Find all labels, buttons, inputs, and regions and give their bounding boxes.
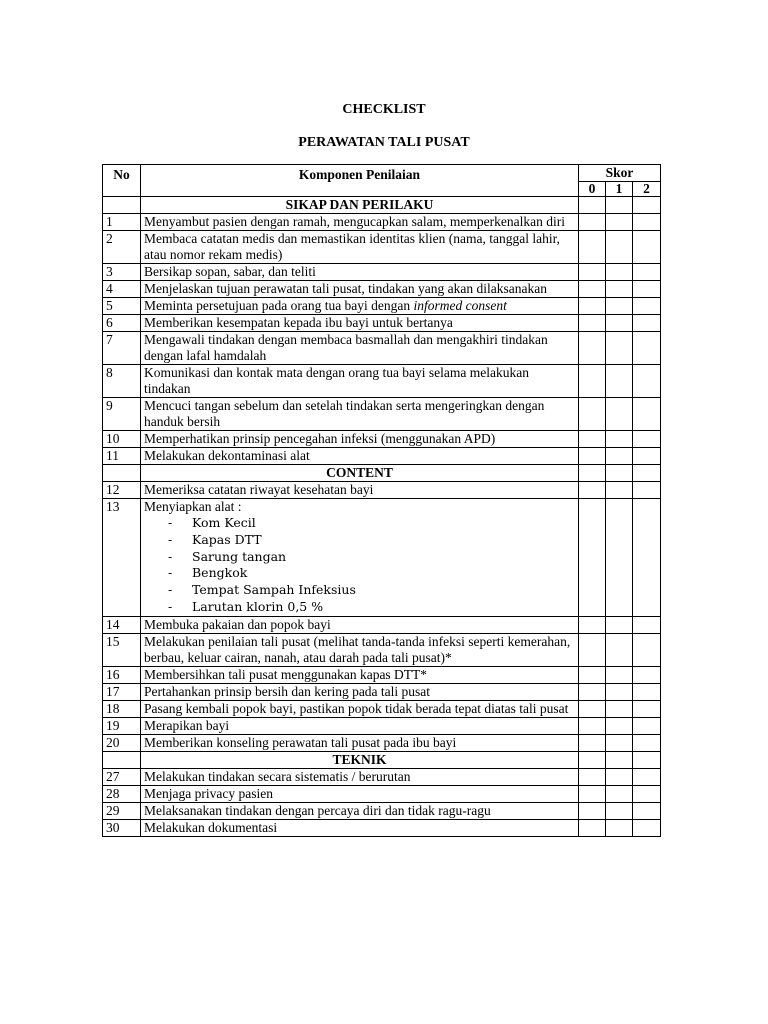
row-component-text: Merapikan bayi	[144, 717, 230, 733]
row-component	[141, 281, 579, 298]
score-cell-2[interactable]	[633, 214, 661, 231]
score-cell-2[interactable]	[633, 298, 661, 315]
row-component	[141, 332, 579, 365]
score-cell-1[interactable]	[606, 332, 633, 365]
equipment-item	[144, 549, 575, 566]
score-cell-1[interactable]	[606, 264, 633, 281]
row-component	[141, 365, 579, 398]
row-component-text: Menjaga privacy pasien	[144, 785, 273, 801]
row-component	[141, 214, 579, 231]
row-component-text: Melaksanakan tindakan dengan percaya diri dan tidak ragu-ragu	[144, 802, 491, 818]
score-cell-2[interactable]	[633, 802, 661, 819]
score-cell-1[interactable]	[606, 431, 633, 448]
score-cell-2[interactable]	[633, 332, 661, 365]
section-no-cell	[103, 465, 141, 482]
row-component	[141, 482, 579, 499]
score-cell-0[interactable]	[579, 482, 606, 499]
score-cell-1[interactable]	[606, 231, 633, 264]
checklist-row	[103, 281, 661, 298]
checklist-row	[103, 616, 661, 633]
checklist-row	[103, 499, 661, 617]
equipment-item-text: Kapas DTT	[192, 531, 262, 547]
row-number: 3	[103, 264, 141, 281]
row-component-text: Memberikan kesempatan kepada ibu bayi untuk bertanya	[144, 315, 453, 330]
section-no-cell	[103, 197, 141, 214]
score-cell-2[interactable]	[633, 431, 661, 448]
dash-marker: -	[168, 515, 173, 530]
score-cell-2[interactable]	[633, 734, 661, 751]
row-component	[141, 398, 579, 431]
checklist-row	[103, 717, 661, 734]
score-cell-0[interactable]	[579, 281, 606, 298]
score-cell-0[interactable]	[579, 666, 606, 683]
checklist-row	[103, 683, 661, 700]
document-title: CHECKLIST	[342, 102, 426, 117]
checklist-row	[103, 214, 661, 231]
score-cell-1[interactable]	[606, 785, 633, 802]
checklist-row	[103, 482, 661, 499]
score-cell-2[interactable]	[633, 785, 661, 802]
equipment-item-text: Kom Kecil	[192, 515, 256, 530]
equipment-item	[144, 599, 575, 616]
row-number: 18	[103, 700, 141, 717]
score-cell-1[interactable]	[606, 616, 633, 633]
row-number: 8	[103, 365, 141, 398]
row-component	[141, 633, 579, 666]
score-cell-0[interactable]	[579, 717, 606, 734]
score-cell-2[interactable]	[633, 717, 661, 734]
dash-marker: -	[168, 531, 173, 547]
row-component	[141, 819, 579, 836]
section-score-cell	[579, 465, 606, 482]
score-cell-1[interactable]	[606, 482, 633, 499]
row-component	[141, 264, 579, 281]
row-component-text: Melakukan penilaian tali pusat (melihat tanda-tanda infeksi seperti kemerahan, berbau, keluar cairan, nanah, atau darah pada tali pusat)*	[144, 633, 571, 665]
equipment-item	[144, 582, 575, 599]
score-cell-1[interactable]	[606, 683, 633, 700]
row-number: 10	[103, 431, 141, 448]
equipment-item	[144, 532, 575, 549]
row-number: 19	[103, 717, 141, 734]
row-component	[141, 448, 579, 465]
row-number: 6	[103, 315, 141, 332]
dash-marker: -	[168, 548, 173, 564]
equipment-item-text: Bengkok	[192, 565, 248, 581]
section-score-cell	[579, 751, 606, 768]
row-component-text: Meminta persetujuan pada orang tua bayi dengan	[144, 298, 414, 313]
row-component	[141, 734, 579, 751]
section-no-cell	[103, 751, 141, 768]
section-score-cell	[633, 751, 661, 768]
row-number: 12	[103, 482, 141, 499]
checklist-body	[103, 197, 661, 837]
checklist-row	[103, 315, 661, 332]
row-number: 16	[103, 666, 141, 683]
row-number: 9	[103, 398, 141, 431]
header-score: Skor	[579, 165, 661, 182]
checklist-row	[103, 431, 661, 448]
score-cell-2[interactable]	[633, 231, 661, 264]
score-cell-0[interactable]	[579, 683, 606, 700]
section-title: SIKAP DAN PERILAKU	[141, 197, 579, 214]
row-component	[141, 785, 579, 802]
score-cell-0[interactable]	[579, 734, 606, 751]
row-component-text: Membaca catatan medis dan memastikan identitas klien (nama, tanggal lahir, atau nomor rekam medis)	[144, 231, 560, 262]
score-cell-2[interactable]	[633, 768, 661, 785]
row-component	[141, 298, 579, 315]
section-score-cell	[606, 465, 633, 482]
row-number: 14	[103, 616, 141, 633]
score-cell-1[interactable]	[606, 298, 633, 315]
row-component	[141, 431, 579, 448]
score-cell-1[interactable]	[606, 734, 633, 751]
section-score-cell	[579, 197, 606, 214]
dash-marker: -	[168, 598, 173, 614]
checklist-row	[103, 819, 661, 836]
score-cell-1[interactable]	[606, 768, 633, 785]
section-title: TEKNIK	[141, 751, 579, 768]
score-cell-0[interactable]	[579, 633, 606, 666]
score-cell-1[interactable]	[606, 666, 633, 683]
row-component-text: Komunikasi dan kontak mata dengan orang tua bayi selama melakukan tindakan	[144, 365, 530, 396]
score-cell-2[interactable]	[633, 398, 661, 431]
row-number: 4	[103, 281, 141, 298]
score-cell-0[interactable]	[579, 214, 606, 231]
section-row	[103, 465, 661, 482]
row-component	[141, 666, 579, 683]
score-cell-1[interactable]	[606, 499, 633, 617]
row-component-text: Mengawali tindakan dengan membaca basmallah dan mengakhiri tindakan dengan lafal hamdalah	[144, 332, 548, 363]
header-score-1: 1	[606, 182, 633, 197]
score-cell-2[interactable]	[633, 482, 661, 499]
row-component-text: Melakukan tindakan secara sistematis / berurutan	[144, 768, 411, 784]
row-component	[141, 231, 579, 264]
score-cell-2[interactable]	[633, 633, 661, 666]
score-cell-2[interactable]	[633, 819, 661, 836]
row-number: 13	[103, 499, 141, 617]
score-cell-0[interactable]	[579, 768, 606, 785]
checklist-row	[103, 633, 661, 666]
score-cell-1[interactable]	[606, 819, 633, 836]
row-component-text: Pasang kembali popok bayi, pastikan popok tidak berada tepat diatas tali pusat	[144, 700, 569, 716]
score-cell-0[interactable]	[579, 298, 606, 315]
row-number: 15	[103, 633, 141, 666]
row-component-text: Mencuci tangan sebelum dan setelah tindakan serta mengeringkan dengan handuk bersih	[144, 398, 545, 429]
score-cell-2[interactable]	[633, 700, 661, 717]
dash-marker: -	[168, 565, 173, 581]
score-cell-0[interactable]	[579, 616, 606, 633]
checklist-row	[103, 398, 661, 431]
checklist-row	[103, 332, 661, 365]
checklist-row	[103, 365, 661, 398]
row-component	[141, 499, 579, 617]
score-cell-0[interactable]	[579, 315, 606, 332]
document-subtitle: PERAWATAN TALI PUSAT	[298, 135, 470, 150]
section-score-cell	[633, 465, 661, 482]
row-component-text: Melakukan dokumentasi	[144, 819, 278, 835]
score-cell-1[interactable]	[606, 448, 633, 465]
row-component	[141, 768, 579, 785]
row-component-text: Menyiapkan alat :	[144, 499, 242, 514]
checklist-row	[103, 768, 661, 785]
row-number: 30	[103, 819, 141, 836]
score-cell-0[interactable]	[579, 499, 606, 617]
row-component-text: Melakukan dekontaminasi alat	[144, 448, 310, 463]
score-cell-0[interactable]	[579, 785, 606, 802]
header-no: No	[103, 165, 141, 197]
row-component	[141, 802, 579, 819]
score-cell-1[interactable]	[606, 802, 633, 819]
score-cell-2[interactable]	[633, 281, 661, 298]
score-cell-0[interactable]	[579, 802, 606, 819]
dash-marker: -	[168, 582, 173, 598]
equipment-item-text: Sarung tangan	[192, 548, 287, 564]
score-cell-0[interactable]	[579, 231, 606, 264]
equipment-item	[144, 565, 575, 582]
section-row	[103, 751, 661, 768]
equipment-item-text: Larutan klorin 0,5 %	[192, 598, 324, 614]
score-cell-0[interactable]	[579, 332, 606, 365]
equipment-item-text: Tempat Sampah Infeksius	[192, 582, 356, 598]
row-number: 11	[103, 448, 141, 465]
score-cell-1[interactable]	[606, 398, 633, 431]
score-cell-2[interactable]	[633, 683, 661, 700]
row-component-text: Membuka pakaian dan popok bayi	[144, 616, 331, 632]
score-cell-1[interactable]	[606, 700, 633, 717]
row-component-text: Bersikap sopan, sabar, dan teliti	[144, 264, 316, 279]
header-score-2: 2	[633, 182, 661, 197]
score-cell-1[interactable]	[606, 315, 633, 332]
score-cell-0[interactable]	[579, 700, 606, 717]
score-cell-1[interactable]	[606, 365, 633, 398]
section-row	[103, 197, 661, 214]
section-title: CONTENT	[141, 465, 579, 482]
row-number: 5	[103, 298, 141, 315]
score-cell-2[interactable]	[633, 264, 661, 281]
row-component-text: Membersihkan tali pusat menggunakan kapas DTT*	[144, 666, 428, 682]
row-component-text: Memeriksa catatan riwayat kesehatan bayi	[144, 482, 374, 497]
equipment-item	[144, 515, 575, 532]
score-cell-2[interactable]	[633, 365, 661, 398]
checklist-row	[103, 666, 661, 683]
score-cell-2[interactable]	[633, 499, 661, 617]
row-number: 2	[103, 231, 141, 264]
score-cell-0[interactable]	[579, 398, 606, 431]
row-component-text: Menjelaskan tujuan perawatan tali pusat, tindakan yang akan dilaksanakan	[144, 281, 547, 296]
score-cell-2[interactable]	[633, 448, 661, 465]
row-component-italic-text: informed consent	[413, 298, 507, 313]
checklist-row	[103, 231, 661, 264]
score-cell-2[interactable]	[633, 315, 661, 332]
score-cell-1[interactable]	[606, 281, 633, 298]
score-cell-1[interactable]	[606, 214, 633, 231]
row-component-text: Memberikan konseling perawatan tali pusat pada ibu bayi	[144, 734, 457, 750]
row-component-text: Menyambut pasien dengan ramah, mengucapkan salam, memperkenalkan diri	[144, 214, 565, 229]
row-number: 27	[103, 768, 141, 785]
checklist-row	[103, 785, 661, 802]
checklist-row	[103, 802, 661, 819]
checklist-table	[102, 164, 661, 837]
section-score-cell	[606, 751, 633, 768]
row-component	[141, 315, 579, 332]
row-number: 17	[103, 683, 141, 700]
header-component: Komponen Penilaian	[141, 165, 579, 197]
row-number: 28	[103, 785, 141, 802]
score-cell-1[interactable]	[606, 633, 633, 666]
score-cell-2[interactable]	[633, 616, 661, 633]
row-component	[141, 700, 579, 717]
checklist-row	[103, 298, 661, 315]
header-score-0: 0	[579, 182, 606, 197]
score-cell-0[interactable]	[579, 431, 606, 448]
equipment-list	[144, 515, 575, 616]
score-cell-1[interactable]	[606, 717, 633, 734]
score-cell-2[interactable]	[633, 666, 661, 683]
row-number: 7	[103, 332, 141, 365]
row-component	[141, 683, 579, 700]
score-cell-0[interactable]	[579, 448, 606, 465]
checklist-row	[103, 264, 661, 281]
checklist-row	[103, 734, 661, 751]
row-number: 20	[103, 734, 141, 751]
score-cell-0[interactable]	[579, 264, 606, 281]
section-score-cell	[633, 197, 661, 214]
score-cell-0[interactable]	[579, 365, 606, 398]
row-number: 29	[103, 802, 141, 819]
row-component	[141, 616, 579, 633]
row-component-text: Memperhatikan prinsip pencegahan infeksi (menggunakan APD)	[144, 431, 496, 446]
row-component	[141, 717, 579, 734]
row-number: 1	[103, 214, 141, 231]
section-score-cell	[606, 197, 633, 214]
checklist-row	[103, 448, 661, 465]
checklist-row	[103, 700, 661, 717]
row-component-text: Pertahankan prinsip bersih dan kering pada tali pusat	[144, 683, 431, 699]
score-cell-0[interactable]	[579, 819, 606, 836]
